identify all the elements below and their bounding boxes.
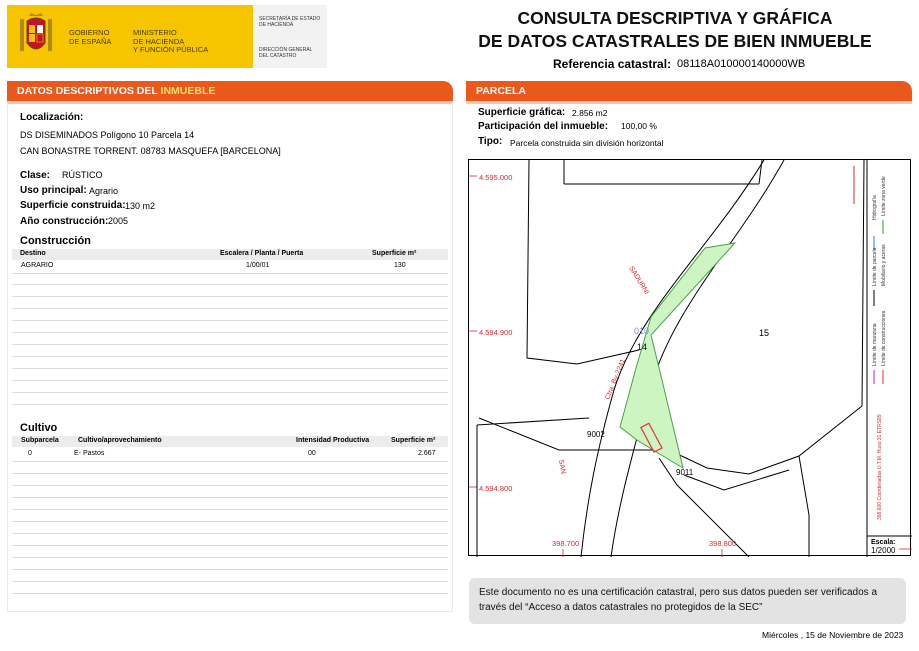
legend-zona-verde: Límite zona verde xyxy=(881,176,887,216)
row-divider xyxy=(12,380,448,381)
ministry-line-1: MINISTERIO xyxy=(133,28,177,37)
legend-parcela: Límite de parcela xyxy=(872,247,878,286)
y-label-3: 4.594.800 xyxy=(479,484,513,493)
reference-value: 08118A010000140000WB xyxy=(677,58,806,70)
row-divider xyxy=(12,485,448,486)
cell-intensidad: 00 xyxy=(308,450,316,457)
point-label-9011: 9011 xyxy=(676,468,694,477)
cell-cultivo: E- Pastos xyxy=(74,450,105,457)
col-escalera: Escalera / Planta / Puerta xyxy=(220,250,304,257)
row-divider xyxy=(12,521,448,522)
legend-construcciones: Límite de construcciones xyxy=(881,310,887,366)
col-intensidad: Intensidad Productiva xyxy=(296,437,370,444)
direction-line-1: DIRECCIÓN GENERAL xyxy=(259,47,313,53)
col-destino: Destino xyxy=(20,250,46,257)
ministry-name xyxy=(133,29,208,55)
government-logo-band xyxy=(7,5,253,68)
row-divider xyxy=(12,557,448,558)
cell-destino: AGRARIO xyxy=(21,262,54,269)
localizacion-label: Localización: xyxy=(20,112,84,123)
cultivo-title: Cultivo xyxy=(20,422,58,434)
map-canvas xyxy=(469,160,912,557)
title-line-2: DE DATOS CATASTRALES DE BIEN INMUEBLE xyxy=(478,31,872,51)
row-divider xyxy=(12,308,448,309)
address-line-1: DS DISEMINADOS Polígono 10 Parcela 14 xyxy=(20,130,195,140)
superficie-value: 130 m2 xyxy=(125,201,156,211)
secretary-box xyxy=(253,5,327,68)
clase-value: RÚSTICO xyxy=(62,170,103,180)
row-divider xyxy=(12,533,448,534)
cadastral-map xyxy=(468,159,911,556)
document-title xyxy=(440,7,910,53)
row-divider xyxy=(12,356,448,357)
parcel-boundaries xyxy=(477,160,864,557)
construccion-title: Construcción xyxy=(20,235,91,247)
legend-manzana: Límite de manzana xyxy=(872,323,878,366)
uso-value: Agrario xyxy=(89,186,119,196)
row-divider xyxy=(12,593,448,594)
table-row xyxy=(12,449,448,460)
reference-label: Referencia catastral: xyxy=(553,57,672,71)
road-label-ctra: Ctra. Bv-2241 xyxy=(604,358,628,401)
parcel-number-14: 14 xyxy=(637,342,648,352)
row-divider xyxy=(12,404,448,405)
zone-code: 010 xyxy=(634,326,650,336)
notice-line-2: través del “Acceso a datos catastrales no protegidos de la SEC” xyxy=(479,602,763,613)
row-divider xyxy=(12,273,448,274)
row-divider xyxy=(12,284,448,285)
grid-marks xyxy=(469,176,912,557)
row-divider xyxy=(12,344,448,345)
col-superficie-cultivo: Superficie m² xyxy=(391,437,436,444)
map-labels xyxy=(479,166,896,555)
y-label-2: 4.594.900 xyxy=(479,328,513,337)
row-divider xyxy=(12,332,448,333)
anio-value: 2005 xyxy=(108,216,129,226)
row-divider xyxy=(12,581,448,582)
road-label-san: SAN xyxy=(557,459,567,475)
legend-mobiliario: Mobiliario y aceras xyxy=(881,244,887,286)
ministry-line-3: Y FUNCIÓN PÚBLICA xyxy=(133,45,209,54)
cell-subparcela: 0 xyxy=(28,450,32,457)
cultivo-table-header xyxy=(12,436,448,447)
cell-escalera: 1/00/01 xyxy=(246,262,270,269)
legend-hidrografia: Hidrografía xyxy=(872,195,878,220)
anio-label: Año construcción: xyxy=(20,216,109,227)
point-label-9002: 9002 xyxy=(587,430,605,439)
cell-superficie: 130 xyxy=(394,262,406,269)
uso-label: Uso principal: xyxy=(20,185,87,196)
participacion-value: 100,00 % xyxy=(621,121,657,131)
parcela-bar-label: PARCELA xyxy=(476,85,526,97)
table-row xyxy=(12,261,448,272)
road-lines xyxy=(581,160,784,557)
direction-line-2: DEL CATASTRO xyxy=(259,53,297,59)
tipo-value: Parcela construida sin división horizontal xyxy=(510,138,664,148)
ministry-line-2: DE HACIENDA xyxy=(133,36,185,46)
secretary-line-2: DE HACIENDA xyxy=(259,22,294,28)
superficie-label: Superficie construida: xyxy=(20,200,126,211)
section-bar-highlight: INMUEBLE xyxy=(160,85,216,97)
row-divider xyxy=(12,320,448,321)
col-superficie: Superficie m² xyxy=(372,250,417,257)
government-name xyxy=(69,29,111,46)
row-divider xyxy=(12,569,448,570)
address-line-2: CAN BONASTRE TORRENT. 08783 MASQUEFA [BARCELONA] xyxy=(20,146,281,156)
sup-grafica-value: 2.856 m2 xyxy=(572,108,608,118)
y-label-1: 4.595.000 xyxy=(479,173,513,182)
scale-value: 1/2000 xyxy=(871,546,896,555)
row-divider xyxy=(12,461,448,462)
secretary-text xyxy=(259,16,325,28)
title-line-1: CONSULTA DESCRIPTIVA Y GRÁFICA xyxy=(517,8,833,28)
scale-label: Escala: xyxy=(871,539,896,546)
notice-line-1: Este documento no es una certificación catastral, pero sus datos pueden ser verificados a xyxy=(479,587,878,598)
section-bar-descriptive xyxy=(7,81,453,101)
road-label-sadurni: SADURNI xyxy=(627,265,650,296)
x-label-2: 398.800 xyxy=(709,539,737,548)
coat-of-arms-icon xyxy=(18,13,54,61)
row-divider xyxy=(12,497,448,498)
x-label-1: 398.700 xyxy=(552,539,580,548)
parcela-bar-shadow xyxy=(466,101,912,104)
document-date: Miércoles , 15 de Noviembre de 2023 xyxy=(762,630,904,640)
col-cultivo: Cultivo/aprovechamiento xyxy=(78,437,162,444)
gov-line-2: DE ESPAÑA xyxy=(69,36,112,46)
secretary-line-1: SECRETARÍA DE ESTADO xyxy=(259,16,321,22)
row-divider xyxy=(12,392,448,393)
section-bar-prefix: DATOS DESCRIPTIVOS DEL xyxy=(17,85,161,97)
clase-label: Clase: xyxy=(20,170,51,181)
construccion-table-header xyxy=(12,249,448,260)
row-divider xyxy=(12,473,448,474)
row-divider xyxy=(12,509,448,510)
gov-line-1: GOBIERNO xyxy=(69,28,110,37)
row-divider xyxy=(12,368,448,369)
sup-grafica-label: Superficie gráfica: xyxy=(478,107,566,118)
section-bar-parcela xyxy=(466,81,912,101)
tipo-label: Tipo: xyxy=(478,136,503,147)
parcel-number-15: 15 xyxy=(759,328,770,338)
participacion-label: Participación del inmueble: xyxy=(478,121,609,132)
legend-coords-note: 398,600 Coordenadas U.T.M. Huso 31 ETRS89 xyxy=(877,414,883,520)
direction-text xyxy=(259,47,325,59)
row-divider xyxy=(12,545,448,546)
col-subparcela: Subparcela xyxy=(21,437,59,444)
row-divider xyxy=(12,296,448,297)
cell-superficie-cultivo: 2.667 xyxy=(418,450,436,457)
disclaimer-notice xyxy=(469,578,906,624)
